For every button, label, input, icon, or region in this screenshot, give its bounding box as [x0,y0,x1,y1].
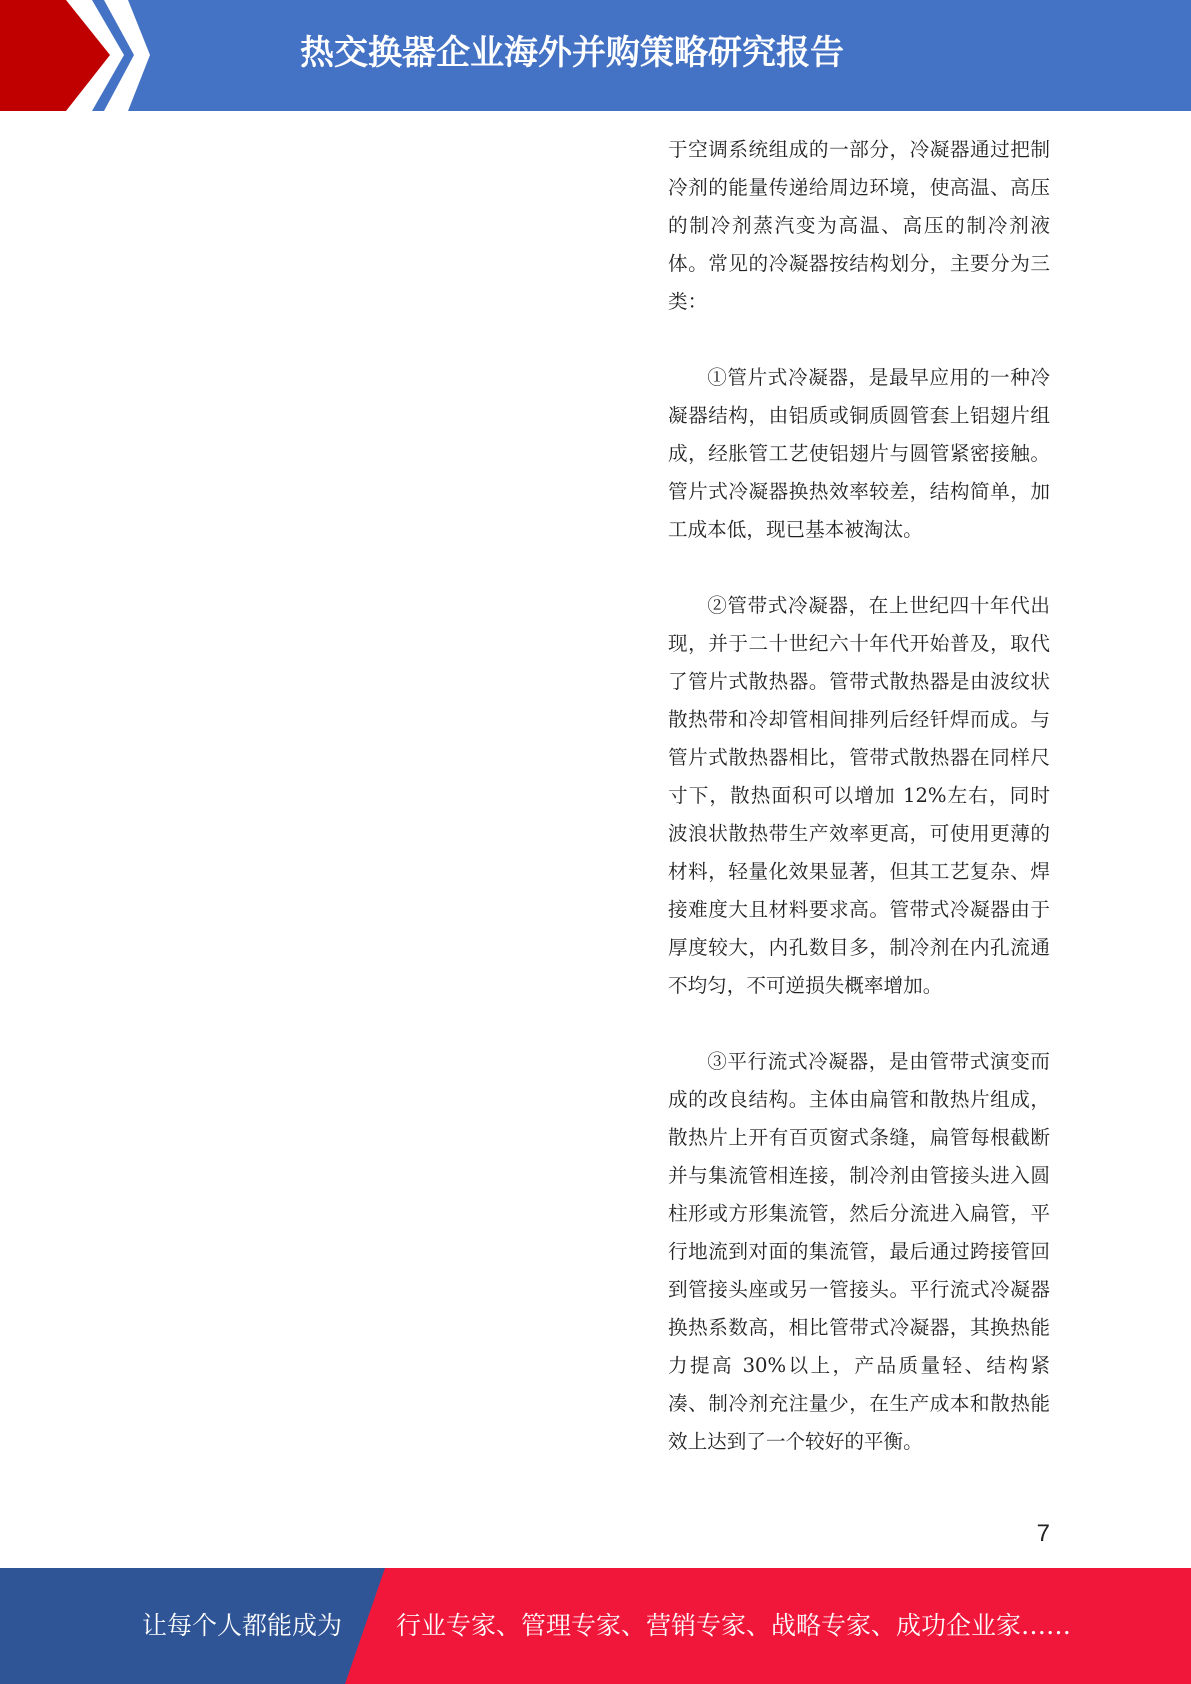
footer-slogan-right: 行业专家、管理专家、营销专家、战略专家、成功企业家…… [396,1611,1072,1640]
paragraph-parallel-flow: ③平行流式冷凝器，是由管带式演变而成的改良结构。主体由扁管和散热片组成，散热片上开有百页窗式条缝，扁管每根截断并与集流管相连接，制冷剂由管接头进入圆柱形或方形集流管，然后分流进入扁管，平行地流到对面的集流管，最后通过跨接管回到管接头座或另一管接头。平行流式冷凝器换热系数高，相比管带式冷凝器，其换热能力提高 30%以上，产品质量轻、结构紧凑、制冷剂充注量少，在生产成本和散热能效上达到了一个较好的平衡。 [668,1050,1050,1453]
paragraph-tube-belt: ②管带式冷凝器，在上世纪四十年代出现，并于二十世纪六十年代开始普及，取代了管片式散热器。管带式散热器是由波纹状散热带和冷却管相间排列后经钎焊而成。与管片式散热器相比，管带式散热器在同样尺寸下，散热面积可以增加 12%左右，同时波浪状散热带生产效率更高，可使用更薄的材料，轻量化效果显著，但其工艺复杂、焊接难度大且材料要求高。管带式冷凝器由于厚度较大，内孔数目多，制冷剂在内孔流通不均匀，不可逆损失概率增加。 [668,594,1050,997]
report-title: 热交换器企业海外并购策略研究报告 [300,33,844,73]
paragraph-intro: 于空调系统组成的一部分，冷凝器通过把制冷剂的能量传递给周边环境，使高温、高压的制冷剂蒸汽变为高温、高压的制冷剂液体。常见的冷凝器按结构划分，主要分为三类： [668,138,1050,313]
footer-slogan-left: 让每个人都能成为 [142,1611,343,1640]
page-footer [0,1568,1191,1684]
body-text [668,131,1050,1499]
header-arrow-decoration [0,0,160,111]
page-header [0,0,1191,111]
page-number: 7 [1036,1520,1050,1547]
paragraph-tube-fin: ①管片式冷凝器，是最早应用的一种冷凝器结构，由铝质或铜质圆管套上铝翅片组成，经胀管工艺使铝翅片与圆管紧密接触。管片式冷凝器换热效率较差，结构简单，加工成本低，现已基本被淘汰。 [668,366,1050,541]
